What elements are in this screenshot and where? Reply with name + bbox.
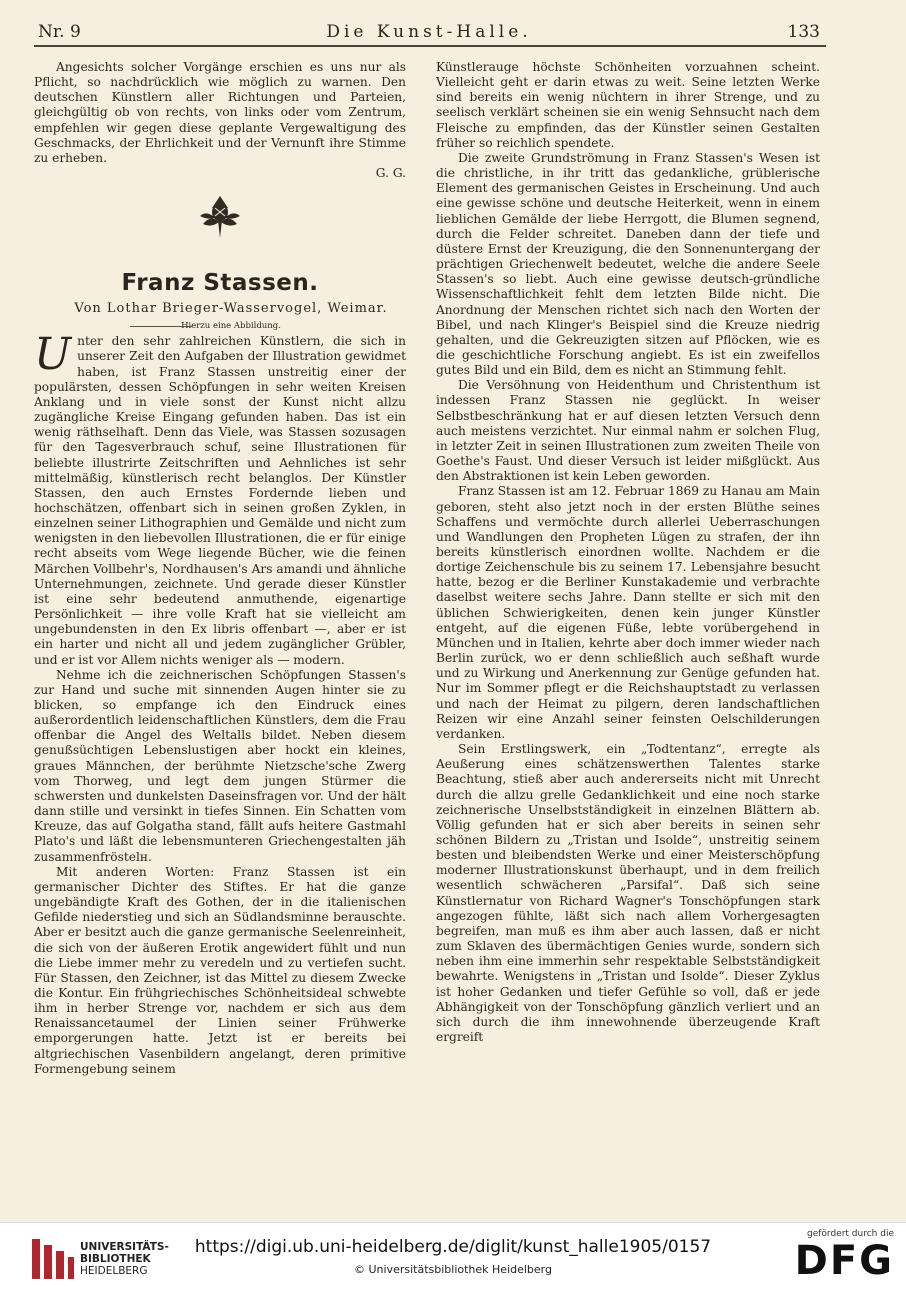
paragraph: Nehme ich die zeichnerischen Schöpfungen Stassen's zur Hand und suche mit sinnenden Augen hinter sie zu blicken, so empfange ich den Eindruck eines außerordentlich leidenschaftlichen Künstlers, dem die Frau offenbar die Angel des Weltalls bildet. Neben diesem genußsüchtigen Lebenslustigen aber hockt ein kleines, graues Männchen, der berühmte Nietzsche'sche Zwerg vom Thorweg, und legt dem jungen Stürmer die schwersten und dunkelsten Daseinsfragen vor. Und der hält dann stille und versinkt in tiefes Sinnen. Ein Schatten vom Kreuze, das auf Golgatha stand, fällt aufs heitere Gastmahl Plato's und läßt die lebensmunteren Griechengestalten jäh zusammenfröstelн.	[34, 667, 406, 864]
article-title: Franz Stassen.	[121, 270, 319, 297]
first-paragraph-text: nter den sehr zahlreichen Künstlern, die sich in unserer Zeit den Aufgaben der Illustration gewidmet haben, ist Franz Stassen unstreitig einer der populärsten, dessen Schöpfungen in sehr weiten Kreisen Anklang und in viele sonst der Kunst nicht allzu zugängliche Kreise Eingang gefunden haben. Das ist ein wenig räthselhaft. Denn das Viele, was Stassen sozusagen für den Tagesverbrauch schuf, seine Illustrationen für beliebte illustrirte Zeitschriften und Aehnliches ist sehr mittelmäßig, künstlerisch recht belanglos. Der Künstler Stassen, den auch Ernstes Fordernde lieben und hochschätzen, offenbart sich in seinen großen Zyklen, in einzelnen seiner Lithographien und Gemälde und nicht zum wenigsten in den liebevollen Illustrationen, die er für einige recht abseits vom Wege liegende Bücher, wie die feinen Märchen Vollbehr's, Nordhausen's Ars amandi und ähnliche Unternehmungen, zeichnete. Und gerade dieser Künstler ist eine sehr bedeutend anmuthende, eigenartige Persönlichkeit — ihre volle Kraft hat sie vielleicht am ungebundensten in den Ex libris offenbart —, aber er ist ein harter und nicht all und jedem zugänglicher Grübler, und er ist vor Allem nichts weniger als — modern.	[34, 334, 406, 667]
dfg-wordmark: DFG	[794, 1238, 894, 1284]
header-rule	[34, 45, 826, 47]
illustration-note: Hierzu eine Abbildung.	[34, 318, 406, 334]
left-column	[34, 60, 406, 1077]
thistle-ornament-icon	[197, 194, 243, 240]
dfg-logo[interactable]	[784, 1229, 894, 1289]
paragraph: Die Versöhnung von Heidenthum und Christenthum ist indessen Franz Stassen nie geglückt. In weiser Selbstbeschränkung hat er auf diesen letzten Versuch denn auch meistens verzichtet. Nur einmal nahm er solchen Flug, in letzter Zeit in seinen Illustrationen zum zweiten Theile von Goethe's Faust. Und dieser Versuch ist leider mißglückt. Aus den Abstraktionen ist kein Leben geworden.	[436, 378, 820, 484]
paragraph: Mit anderen Worten: Franz Stassen ist ein germanischer Dichter des Stiftes. Er hat die ganze ungebändigte Kraft des Gothen, der in die italienischen Gefilde niederstieg und sich an Südlandsminne berauschte. Aber er besitzt auch die ganze germanische Seelenreinheit, die sich von der äußeren Erotik angewidert fühlt und nun die Liebe immer mehr zu veredeln und zu vertiefen sucht. Für Stassen, den Zeichner, ist das Mittel zu diesem Zwecke die Kontur. Ein frühgriechisches Schönheitsideal schwebte ihm in herber Strenge vor, nachdem er sich aus dem Renaissancetaumel der Linien seiner Frühwerke emporgerungen hatte. Jetzt ist er bereits bei altgriechischen Vasenbildern angelangt, deren primitive Formengebung seinem	[34, 864, 406, 1076]
library-name: UNIVERSITÄTS- BIBLIOTHEK HEIDELBERG	[80, 1241, 169, 1277]
paragraph: Sein Erstlingswerk, ein „Todtentanz“, erregte als Aeußerung eines schätzenswerthen Talentes starke Beachtung, stieß aber auch andererseits nicht mit Unrecht durch die allzu grelle Gedanklichkeit und eine noch starke zeichnerische Unselbstständigkeit in einzelnen Blättern ab. Völlig gefunden hat er sich aber bereits in seinen sehr schönen Bildern zu „Tristan und Isolde“, unstreitig seinem besten und bleibendsten Werke und einer Meisterschöpfung moderner Illustrationskunst überhaupt, und in dem freilich wesentlich schwächeren „Parsifal“. Daß sich seine Künstlernatur von Richard Wagner's Tonschöpfungen stark angezogen fühlte, läßt sich nach allem Vorhergesagten begreifen, man muß es ihm aber auch lassen, daß er nicht zum Sklaven des übermächtigen Genies wurde, sondern sich neben ihm eine immerhin sehr respektable Selbstständigkeit bewahrte. Wenigstens in „Tristan und Isolde“. Dieser Zyklus ist hoher Gedanken und tiefer Gefühle so voll, daß er jede Abhängigkeit von der Tonschöpfung gänzlich verliert und an sich durch die ihm innewohnende überzeugende Kraft ergreift	[436, 742, 820, 1044]
paragraph: Künstlerauge höchste Schönheiten vorzuahnen scheint. Vielleicht geht er darin etwas zu weit. Seine letzten Werke sind bereits ein wenig nüchtern in ihrer Strenge, und zu seelisch verklärt scheinen sie ein wenig Sehnsucht nach dem Fleische zu empfinden, das der Künstler seinen Gestalten früher so reichlich spendete.	[436, 60, 820, 150]
page-number: 133	[787, 22, 820, 42]
article-byline: Von Lothar Brieger-Wasservogel, Weimar.	[74, 301, 388, 317]
signature: G. G.	[375, 166, 406, 181]
drop-cap: U	[34, 329, 72, 381]
issue-number: Nr. 9	[38, 22, 81, 42]
viewer-footer	[0, 1222, 906, 1293]
copyright-notice: © Universitätsbibliothek Heidelberg	[353, 1263, 552, 1276]
intro-paragraph: Angesichts solcher Vorgänge erschien es uns nur als Pflicht, so nachdrücklich wie möglich zu warnen. Den deutschen Künstlern aller Richtungen und Parteien, gleichgültig ob von rechts, von links oder vom Zentrum, empfehlen wir gegen diese geplante Vergewaltigung des Geschmacks, der Ehrlichkeit und der Vernunft ihre Stimme zu erheben.	[34, 60, 406, 165]
funded-by-label: gefördert durch die	[807, 1229, 894, 1239]
first-paragraph	[34, 329, 406, 667]
paragraph: Franz Stassen ist am 12. Februar 1869 zu Hanau am Main geboren, steht also jetzt noch in der ersten Blüthe seines Schaffens und vermöchte durch allerlei Ueberraschungen und Wandlungen den Propheten Lügen zu strafen, der ihn bereits künstlerisch einordnen wollte. Nachdem er die dortige Zeichenschule bis zu seinem 17. Lebensjahre besucht hatte, bezog er die Berliner Kunstakademie und verbrachte daselbst weitere sechs Jahre. Dann stellte er sich mit den üblichen Schwierigkeiten, denen kein junger Künstler entgeht, auf die eigenen Füße, lebte vorübergehend in München und in Italien, kehrte aber doch immer wieder nach Berlin zurück, wo er denn schließlich auch seßhaft wurde und zu Wirkung und Anerkennung zur Genüge gefunden hat. Nur im Sommer pflegt er die Reichshauptstadt zu verlassen und nach der Heimat zu pilgern, deren landschaftlichen Reizen wir eine Anzahl seiner feinsten Oelschilderungen verdanken.	[436, 484, 820, 741]
permalink-url[interactable]: https://digi.ub.uni-heidelberg.de/diglit/kunst_halle1905/0157	[194, 1237, 712, 1257]
paragraph: Die zweite Grundströmung in Franz Stassen's Wesen ist die christliche, in ihr tritt das gedankliche, grüblerische Element des germanischen Geistes in Erscheinung. Und auch eine gewisse schöne und deutsche Heiterkeit, wenn in einem lieblichen Gemälde der liebe Herrgott, die Blumen segnend, durch die Felder schreitet. Daneben dann der tiefe und düstere Ernst der Kreuzigung, die den Sonnenuntergang der prächtigen Griechenwelt bedeutet, welche die andere Seele Stassen's so liebt. Auch eine gewisse deutsch-gründliche Wissenschaftlichkeit fehlt dem letzten Bilde nicht. Die Anordnung der Menschen richtet sich nach den Worten der Bibel, und nach Klinger's Beispiel sind die Kreuze niedrig gehalten, und die Gekreuzigten sitzen auf Pflöcken, wie es die geschichtliche Forschung angiebt. Es ist ein zweifellos gutes Bild und ein Bild, dem es nicht an Stimmung fehlt.	[436, 150, 820, 378]
running-header	[38, 20, 820, 44]
journal-title: Die Kunst-Halle.	[326, 22, 532, 42]
right-column	[436, 60, 820, 1045]
